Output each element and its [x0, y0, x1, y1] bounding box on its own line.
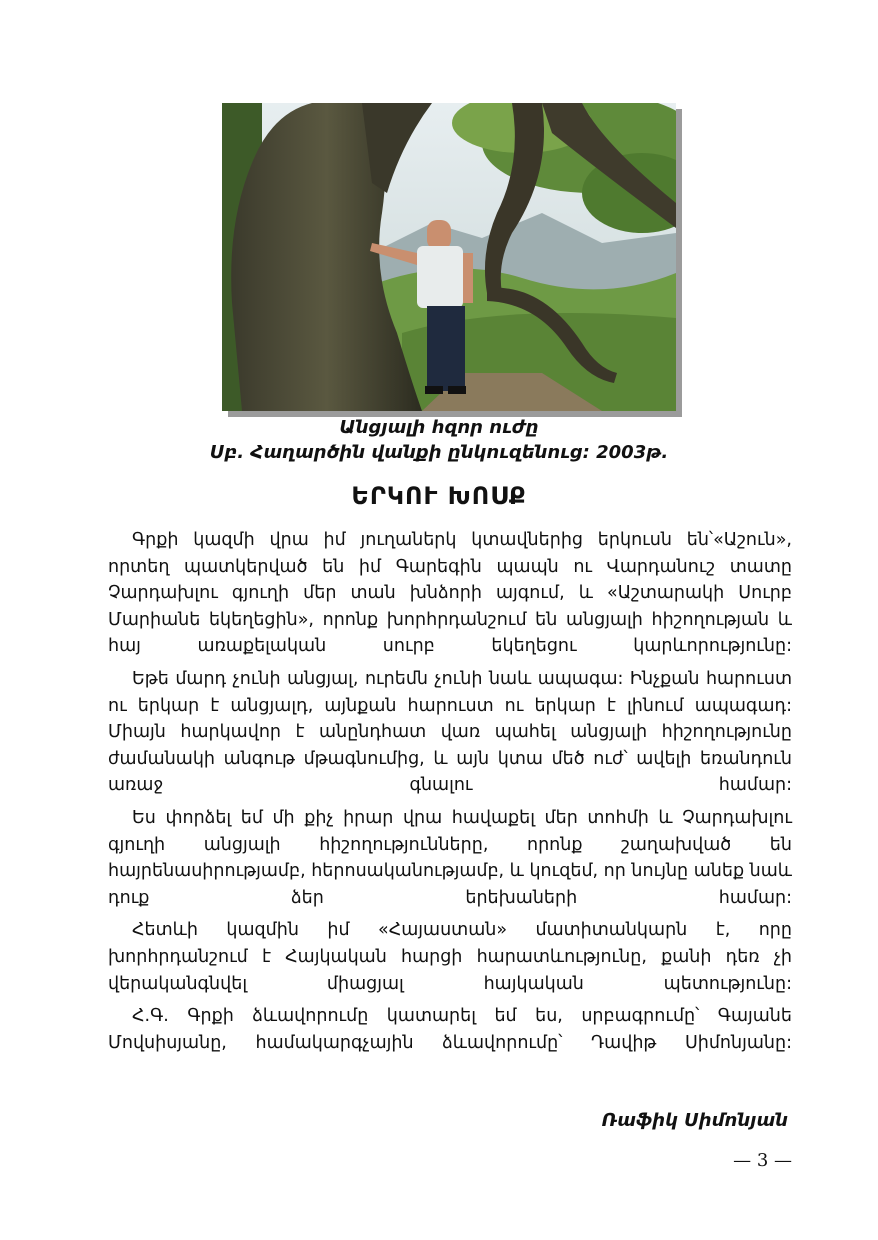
paragraph-5: Հ.Գ. Գրքի ձևավորումը կատարել եմ ես, սրբագրումը՝ Գայանե Մովսիսյանը, համակարգչային ձևավորումը՝ Դավիթ Սիմոնյանը: — [108, 1006, 792, 1053]
photo-frame — [222, 103, 676, 411]
body-text — [108, 527, 792, 1062]
paragraph-2: Եթե մարդ չունի անցյալ, ուրեմն չունի նաև ապագա: Ինչքան հարուստ ու երկար է անցյալդ, այնքան հարուստ ու երկար է լինում ապագադ: Միայն հարկավոր է անընդհատ վառ պահել անցյալի հիշողությունը ժամանակի անգութ մթագնումից, և այն կտա մեծ ուժ՝ ավելի եռանդուն առաջ գնալու համար: — [108, 668, 792, 796]
paragraph-3: Ես փորձել եմ մի քիչ իրար վրա հավաքել մեր տոհմի և Չարդախլու գյուղի անցյալի հիշողությունները, որոնք շաղախված են հայրենասիրությամբ, հերոսականությամբ, և կուզեմ, որ նույնը անեք նաև դուք ձեր երեխաների համար: — [108, 807, 792, 908]
photo-caption-line2: Սբ. Հաղարծին վանքի ընկուզենուց: 2003թ. — [209, 442, 669, 463]
section-heading: ԵՐԿՈՒ ԽՈՍՔ — [351, 482, 527, 510]
page-number: — 3 — — [733, 1150, 792, 1171]
author-signature: Ռաֆիկ Սիմոնյան — [601, 1110, 788, 1131]
photo-caption-line1: Անցյալի հզոր ուժը — [339, 417, 539, 438]
paragraph-1: Գրքի կազմի վրա իմ յուղաներկ կտավներից երկուսն են՝«Աշուն», որտեղ պատկերված են իմ Գարեգին պապն ու Վարդանուշ տատը Չարդախլու գյուղի մեր տան խնձորի այգում, և «Աշտարակի Սուրբ Մարիանե եկեղեցին», որոնք խորհրդանշում են անցյալի հիշողության և հայ առաքելական սուրբ եկեղեցու կարևորությունը: — [108, 530, 792, 657]
photo — [222, 103, 676, 411]
paragraph-4: Հետևի կազմին իմ «Հայաստան» մատիտանկարն է, որը խորհրդանշում է Հայկական հարցի հարատևությունը, քանի դեռ չի վերականգնվել միացյալ հայկական պետությունը: — [108, 920, 792, 994]
photo-man-by-tree-icon — [222, 103, 676, 411]
